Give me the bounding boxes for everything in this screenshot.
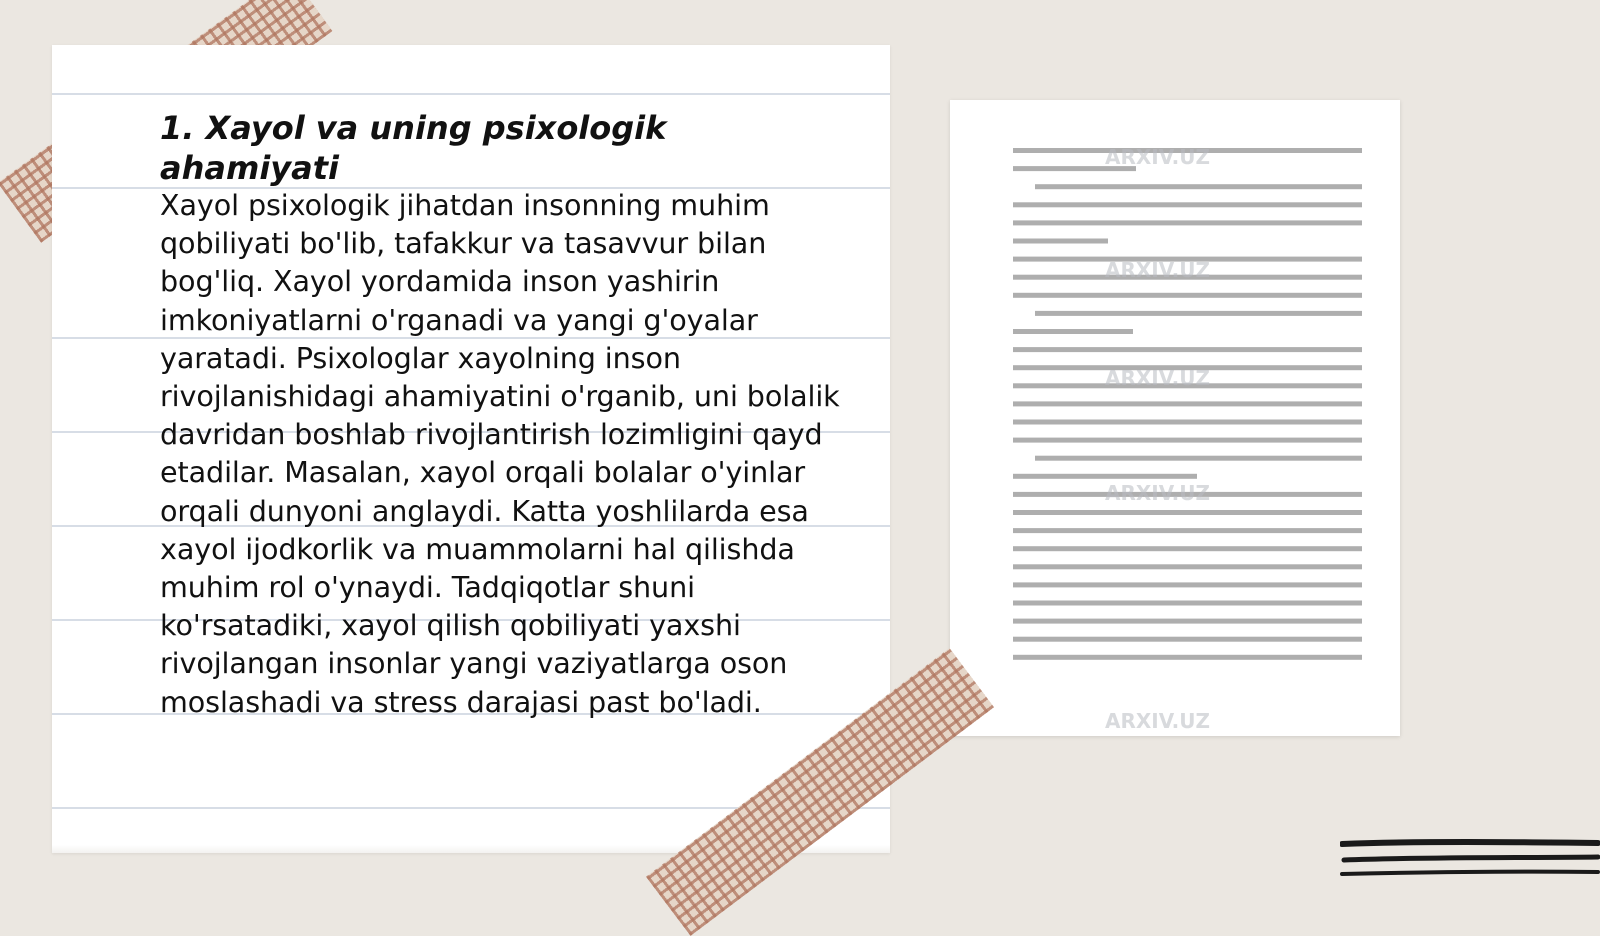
- document-page-image: [950, 100, 1400, 736]
- watermark-text: ARXIV.UZ: [1105, 709, 1210, 733]
- watermarks: [950, 100, 1400, 736]
- watermark-text: ARXIV.UZ: [1105, 366, 1210, 390]
- watermark-text: ARXIV.UZ: [1105, 481, 1210, 505]
- watermark-text: ARXIV.UZ: [1105, 258, 1210, 282]
- slide-body-text: Xayol psixologik jihatdan insonning muhim qobiliyati bo'lib, tafakkur va tasavvur bilan bog'liq. Xayol yordamida inson yashirin imkoniyatlarni o'rganadi va yangi g'oyalar yaratadi. Psixologlar xayolning inson rivojlanishidagi ahamiyatini o'rganib, uni bolalik davridan boshlab rivojlantirish lozimligini qayd etadilar. Masalan, xayol orqali bolalar o'yinlar orqali dunyoni anglaydi. Katta yoshlilarda esa xayol ijodkorlik va muammolarni hal qilishda muhim rol o'ynaydi. Tadqiqotlar shuni ko'rsatadiki, xayol qilish qobiliyati yaxshi rivojlangan insonlar yangi vaziyatlarga oson moslashadi va stress darajasi past bo'ladi.: [160, 188, 840, 719]
- watermark-text: ARXIV.UZ: [1105, 145, 1210, 169]
- slide-title: 1. Xayol va uning psixologik ahamiyati: [160, 109, 667, 187]
- brush-stroke-decoration: [1340, 838, 1600, 888]
